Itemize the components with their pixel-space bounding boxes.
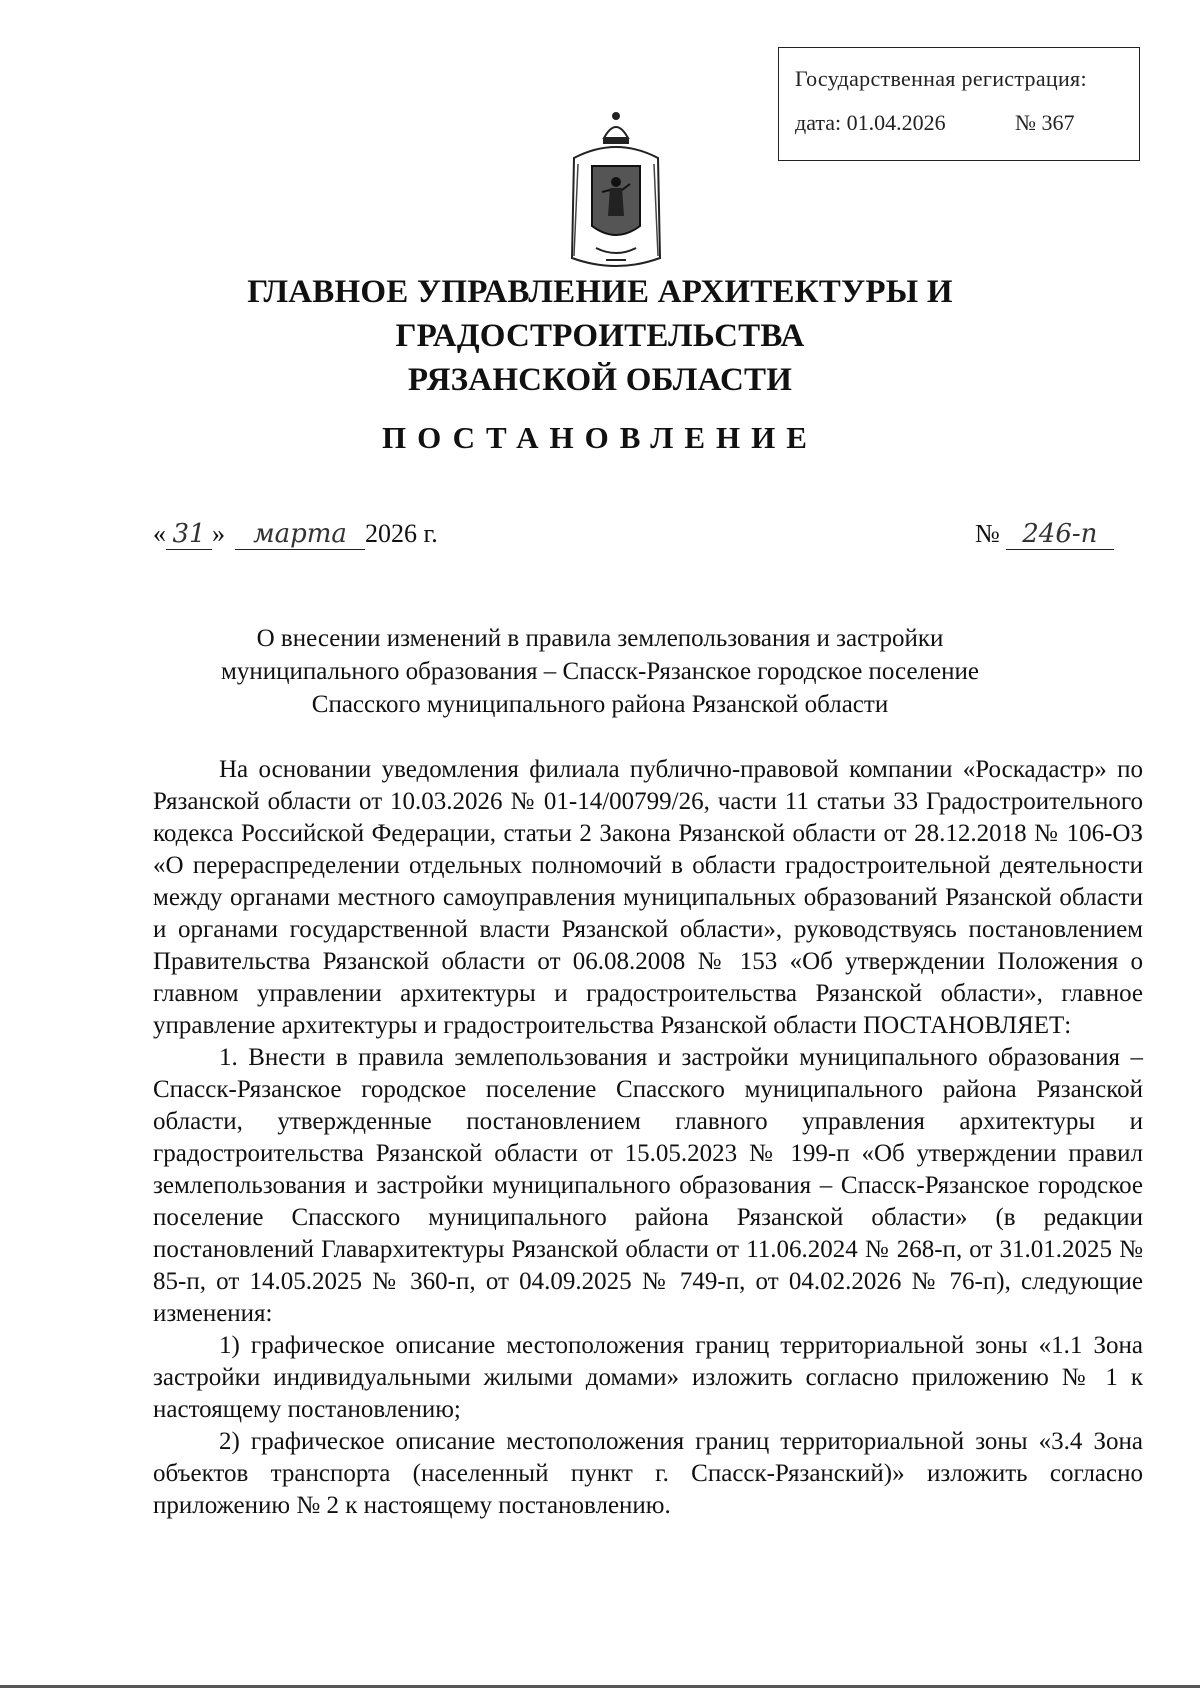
document-number <box>975 519 1114 550</box>
org-line-2: РЯЗАНСКОЙ ОБЛАСТИ <box>407 362 793 398</box>
body-item-1: 1. Внести в правила землепользования и застройки муниципального образования – Спасск-Рязанское городское поселение Спасского муниципального района Рязанской области, утвержденные постановлением главного управления архитектуры и градостроительства Рязанской области от 15.05.2023 № 199-п «Об утверждении правил землепользования и застройки муниципального образования – Спасск-Рязанское городское поселение Спасского муниципального района Рязанской области» (в редакции постановлений Главархитектуры Рязанской области от 11.06.2024 № 268-п, от 31.01.2025 № 85-п, от 14.05.2025 № 360-п, от 04.09.2025 № 749-п, от 04.02.2026 № 76-п), следующие изменения: <box>153 1044 1143 1327</box>
date-close-quote: » <box>212 519 225 548</box>
document-subject <box>150 622 1050 721</box>
org-line-1: ГЛАВНОЕ УПРАВЛЕНИЕ АРХИТЕКТУРЫ И ГРАДОСТРОИТЕЛЬСТВА <box>247 274 953 354</box>
document-date <box>153 519 438 550</box>
date-open-quote: « <box>153 519 166 548</box>
document-body <box>153 754 1143 1522</box>
number-value: 246-п <box>1006 519 1114 550</box>
page-bottom-edge <box>0 1685 1200 1688</box>
date-year: 2026 г. <box>365 519 438 548</box>
body-preamble: На основании уведомления филиала публично-правовой компании «Роскадастр» по Рязанской области от 10.03.2026 № 01-14/00799/26, части 11 статьи 33 Градостроительного кодекса Российской Федерации, статьи 2 Закона Рязанской области от 28.12.2018 № 106-ОЗ «О перераспределении отдельных полномочий в области градостроительной деятельности между органами местного самоуправления муниципальных образований Рязанской области и органами государственной власти Рязанской области», руководствуясь постановлением Правительства Рязанской области от 06.08.2008 № 153 «Об утверждении Положения о главном управлении архитектуры и градостроительства Рязанской области», главное управление архитектуры и градостроительства Рязанской области ПОСТАНОВЛЯЕТ: <box>153 756 1143 1039</box>
subject-line-3: Спасского муниципального района Рязанской области <box>311 691 889 718</box>
subject-line-2: муниципального образования – Спасск-Рязанское городское поселение <box>221 658 979 685</box>
date-day: 31 <box>166 519 212 550</box>
registration-stamp <box>778 47 1140 161</box>
document-type: ПОСТАНОВЛЕНИЕ <box>382 420 818 455</box>
subject-line-1: О внесении изменений в правила землепользования и застройки <box>256 625 944 652</box>
date-month: марта <box>235 519 365 550</box>
coat-of-arms-icon <box>566 108 666 278</box>
organization-title <box>100 270 1100 402</box>
number-label: № <box>975 519 1000 548</box>
registration-date: дата: 01.04.2026 <box>795 110 946 135</box>
registration-number: № 367 <box>1015 110 1075 135</box>
body-subitem-2: 2) графическое описание местоположения границ территориальной зоны «3.4 Зона объектов транспорта (населенный пункт г. Спасск-Рязанский)» изложить согласно приложению № 2 к настоящему постановлению. <box>153 1428 1143 1519</box>
registration-title: Государственная регистрация: <box>795 66 1087 91</box>
body-subitem-1: 1) графическое описание местоположения границ территориальной зоны «1.1 Зона застройки индивидуальными жилыми домами» изложить согласно приложению № 1 к настоящему постановлению; <box>153 1332 1143 1423</box>
